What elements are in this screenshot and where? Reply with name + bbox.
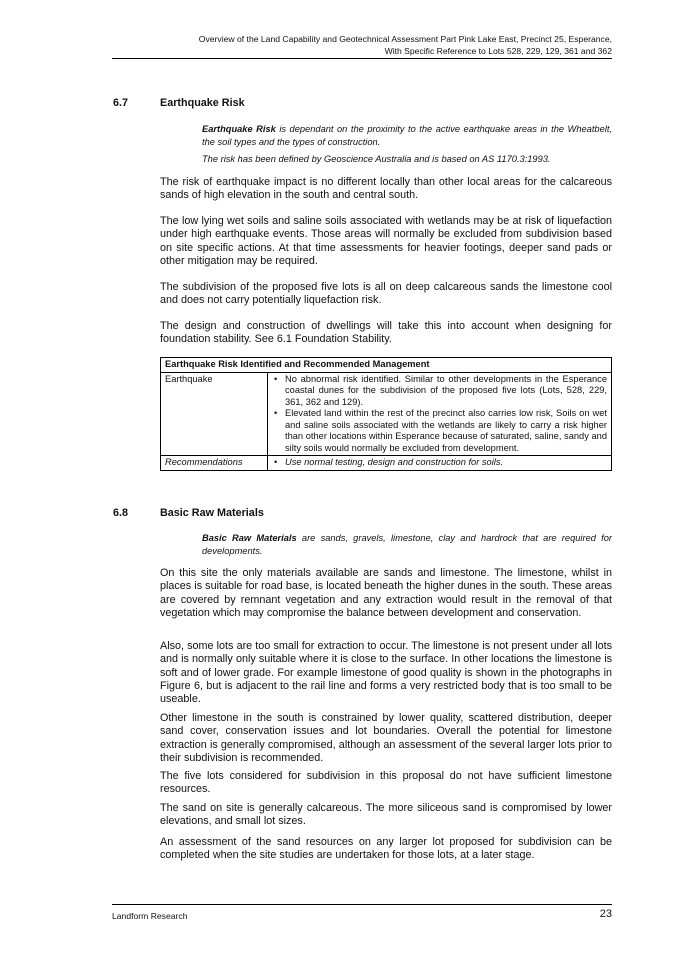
table-row-label: Recommendations	[161, 456, 268, 471]
table-row	[161, 372, 612, 456]
header-rule	[112, 58, 612, 59]
earthquake-risk-source-note: The risk has been defined by Geoscience Australia and is based on AS 1170.3:1993.	[202, 154, 551, 164]
page-number: 23	[599, 908, 612, 920]
bullet: •	[274, 457, 278, 467]
table-row	[161, 456, 612, 471]
footer-organization: Landform Research	[112, 911, 188, 921]
earthquake-paragraph-3: The subdivision of the proposed five lots is all on deep calcareous sands the limestone cool and does not carry potentially liquefaction risk.	[160, 281, 612, 307]
table-row-label: Earthquake	[161, 372, 268, 456]
section-6-7-title: Earthquake Risk	[160, 97, 245, 109]
list-item	[272, 374, 607, 409]
basic-raw-materials-note-text: are sands, gravels, limestone, clay and hardrock that are required for developments.	[202, 533, 612, 556]
header-line-1: Overview of the Land Capability and Geotechnical Assessment Part Pink Lake East, Precinct 25, Esperance,	[198, 34, 612, 44]
earthquake-paragraph-1: The risk of earthquake impact is no different locally than other local areas for the calcareous sands of high elevation in the south and central south.	[160, 176, 612, 202]
footer-rule	[112, 904, 612, 905]
raw-materials-paragraph-3: Other limestone in the south is constrained by lower quality, scattered distribution, deeper sand cover, conservation issues and lot boundaries. Overall the potential for limestone extraction is generally compromised, although an assessment of the several larger lots prior to their subdivision is recommended.	[160, 712, 612, 764]
raw-materials-paragraph-6: An assessment of the sand resources on any larger lot proposed for subdivision can be completed when the site studies are undertaken for those lots, at a later stage.	[160, 836, 612, 862]
list-item-text: Elevated land within the rest of the precinct also carries low risk, Soils on wet and saline soils associated with the wetlands are likely to carry a risk higher than other locations within Esperance because of saturated, saline, sandy and silty soils would normally be excluded from development.	[285, 408, 607, 453]
bullet: •	[274, 408, 278, 418]
bullet: •	[274, 373, 278, 384]
raw-materials-paragraph-4: The five lots considered for subdivision in this proposal do not have sufficient limestone resources.	[160, 770, 612, 796]
section-6-8-number: 6.8	[113, 507, 129, 519]
raw-materials-paragraph-2: Also, some lots are too small for extraction to occur. The limestone is not present under all lots and is normally only suitable where it is close to the surface. In other locations the limestone is soft and of lower grade. For example limestone of good quality is shown in the photographs in Figure 6, but is adjacent to the rail line and forms a very restricted body that is too small to be useable.	[160, 640, 612, 706]
header-line-2: With Specific Reference to Lots 528, 229, 129, 361 and 362	[384, 46, 612, 56]
list-item	[272, 457, 607, 469]
basic-raw-materials-note-bold: Basic Raw Materials	[202, 533, 297, 543]
earthquake-paragraph-2: The low lying wet soils and saline soils associated with wetlands may be at risk of liquefaction under high earthquake events. Those areas will normally be excluded from subdivision based on site specific actions. At that time assessments for heavier footings, deeper sand pads or other mitigation may be required.	[160, 215, 612, 267]
earthquake-risk-note-text: is dependant on the proximity to the active earthquake areas in the Wheatbelt, the soil types and the types of construction.	[202, 124, 612, 147]
section-6-7-number: 6.7	[113, 97, 129, 109]
earthquake-risk-note	[202, 123, 612, 148]
table-title: Earthquake Risk Identified and Recommended Management	[161, 358, 612, 373]
list-item	[272, 408, 607, 454]
basic-raw-materials-note	[202, 532, 612, 557]
earthquake-risk-table	[160, 357, 612, 471]
table-row-content	[268, 456, 612, 471]
raw-materials-paragraph-5: The sand on site is generally calcareous. The more siliceous sand is compromised by lower elevations, and small lot sizes.	[160, 802, 612, 828]
table-row-content	[268, 372, 612, 456]
raw-materials-paragraph-1: On this site the only materials available are sands and limestone. The limestone, whilst in places is suitable for road base, is located beneath the higher dunes in the south. These areas are covered by remnant vegetation and any extraction would result in the removal of that vegetation which may compromise the balance between development and conservation.	[160, 567, 612, 619]
page-header	[92, 33, 612, 57]
section-6-8-title: Basic Raw Materials	[160, 507, 264, 519]
earthquake-risk-note-bold: Earthquake Risk	[202, 124, 276, 134]
list-item-text: No abnormal risk identified. Similar to other developments in the Esperance coastal dunes for the subdivision of the proposed five lots (Lots, 528, 229, 361, 362 and 129).	[285, 373, 607, 407]
table-title-row	[161, 358, 612, 373]
list-item-text: Use normal testing, design and construction for soils.	[285, 457, 504, 467]
earthquake-paragraph-4: The design and construction of dwellings will take this into account when designing for foundation stability. See 6.1 Foundation Stability.	[160, 320, 612, 346]
